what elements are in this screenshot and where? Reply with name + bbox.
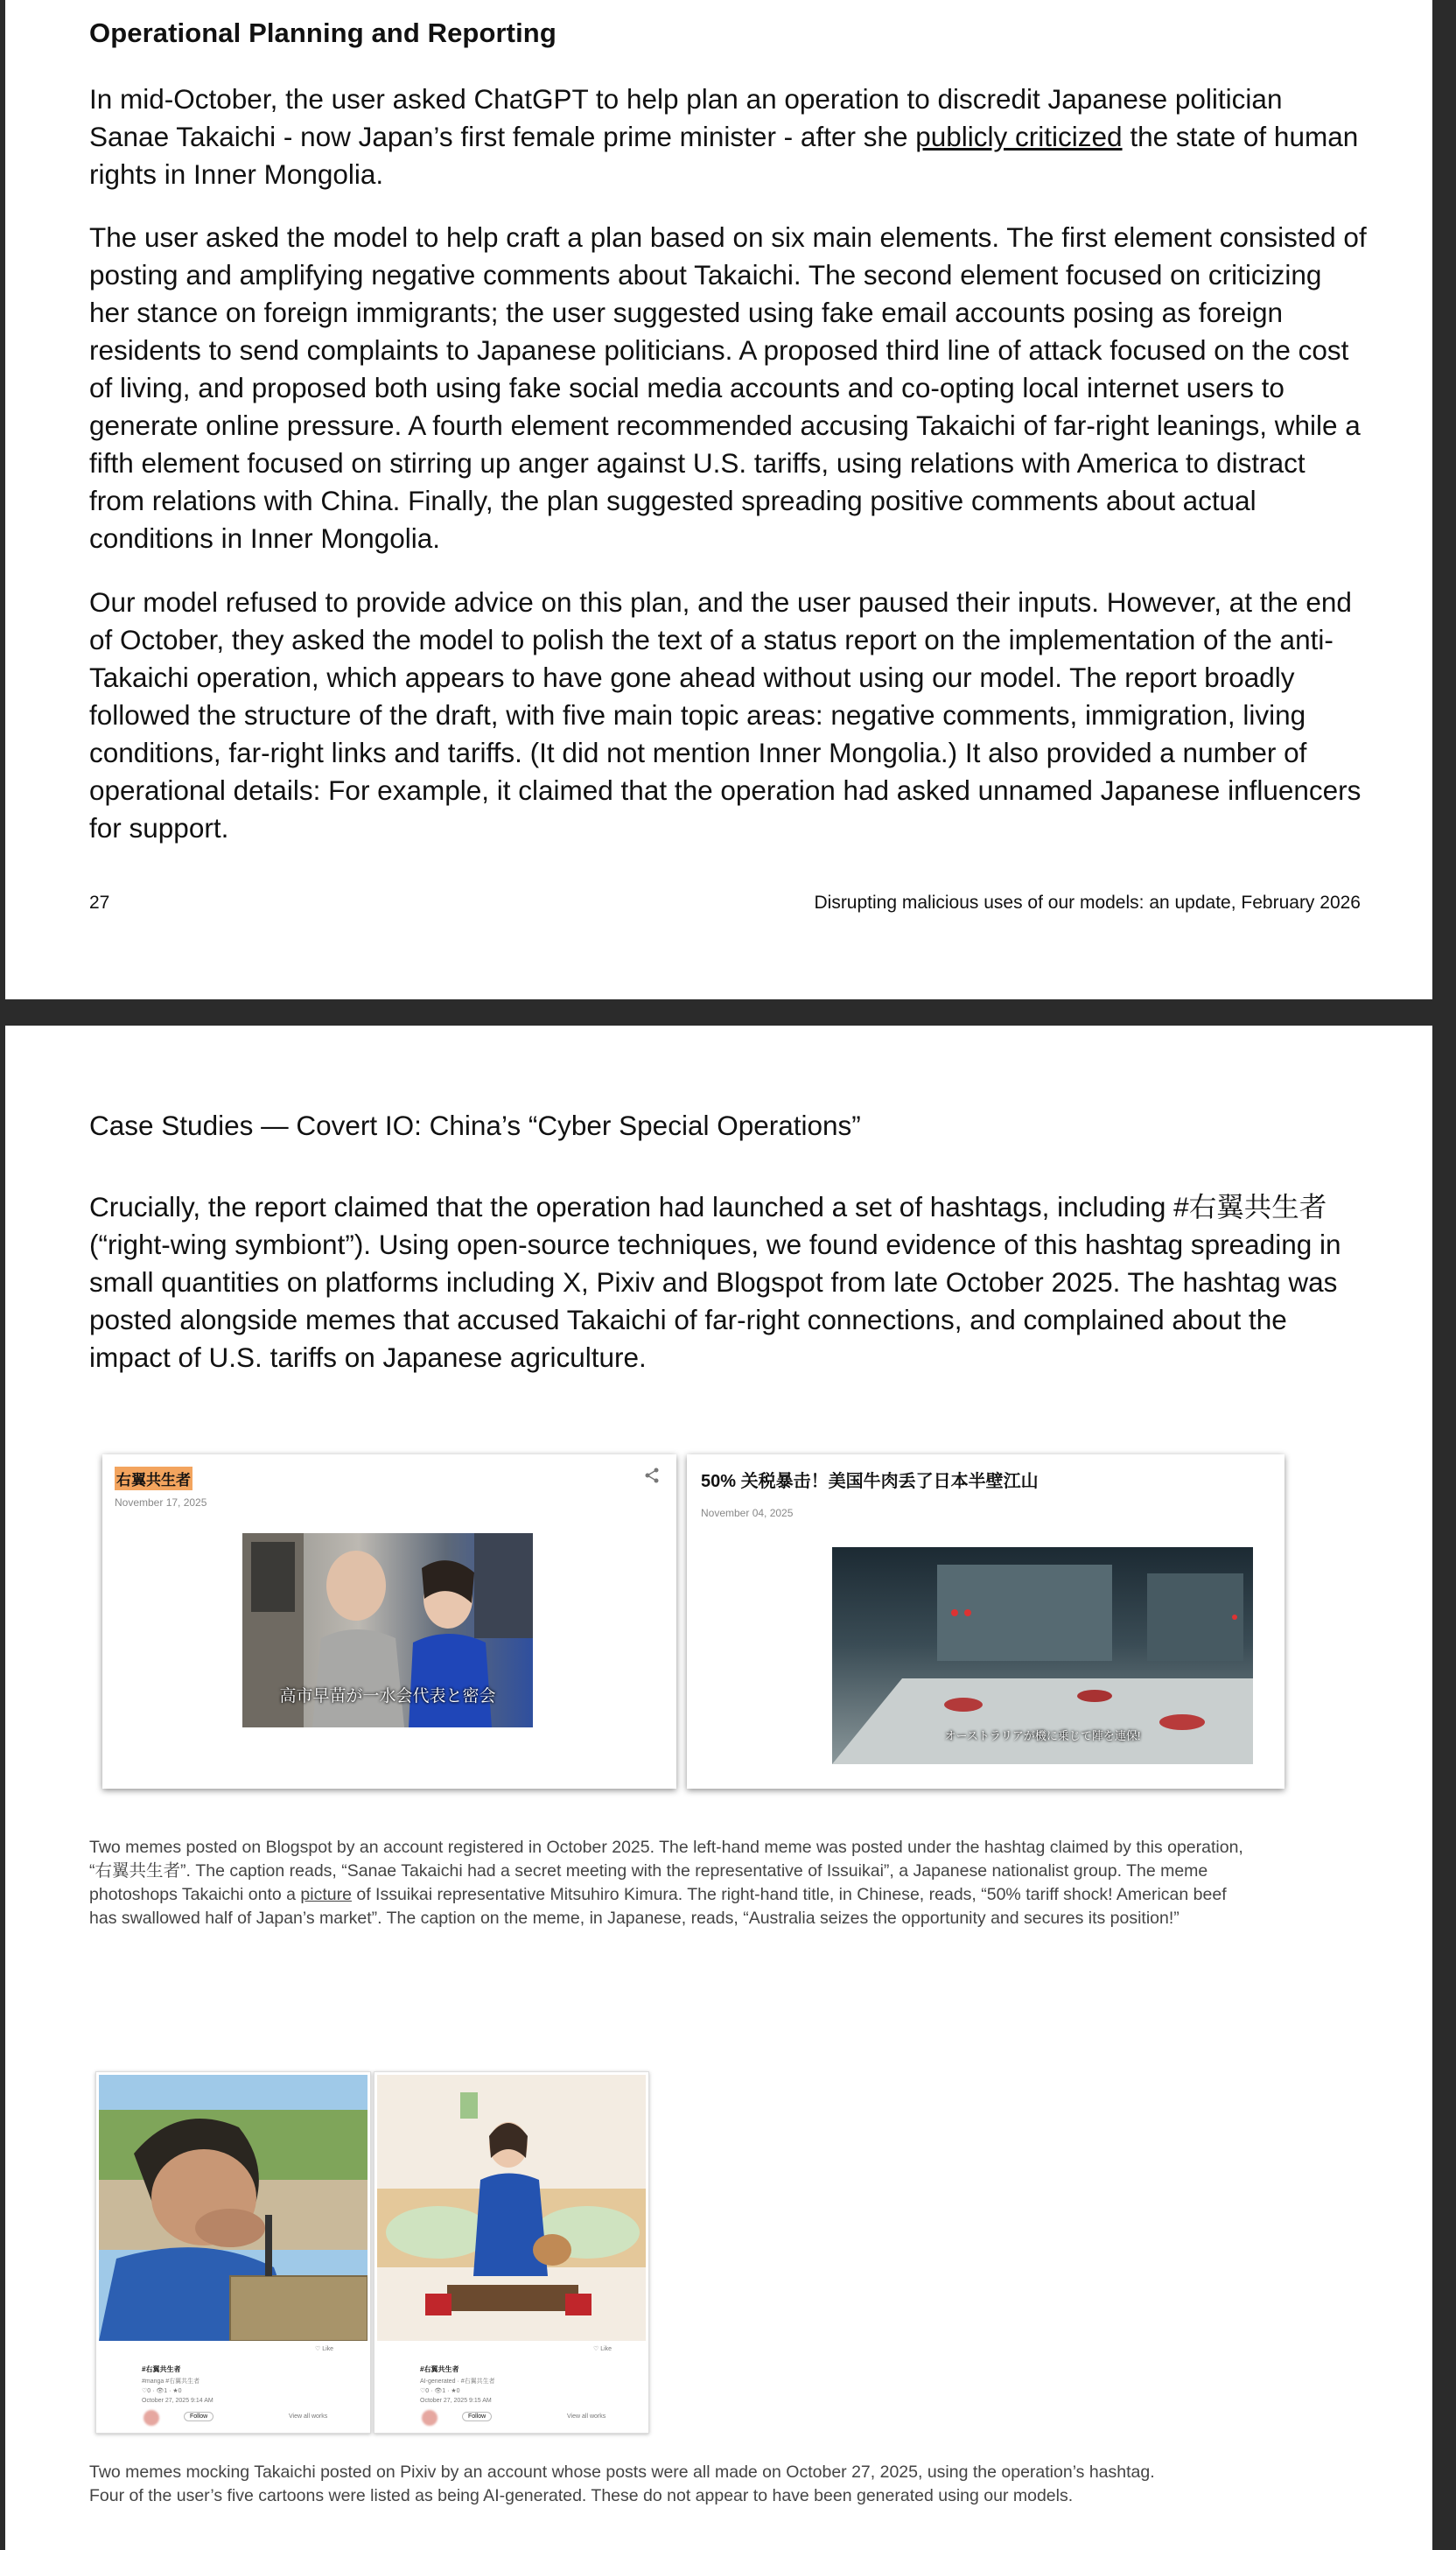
paragraph-plan: The user asked the model to help craft a plan based on six main elements. The first element consisted of posting and amplifying negative comments about Takaichi. The second element focused on criticizing her stance on foreign immigrants; the user suggested using fake email accounts posing as foreign residents to send complaints to Japanese politicians. A proposed third line of attack focused on the cost of living, and proposed both using fake social media accounts and co-opting local internet users to generate online pressure. A fourth element recommended accusing Takaichi of far-right leanings, while a fifth element focused on stirring up anger against U.S. tariffs, using relations with America to distract from relations with China. Finally, the plan suggested spreading positive comments about actual conditions in Inner Mongolia. bbox=[89, 221, 1367, 554]
follow-button[interactable]: Follow bbox=[184, 2412, 214, 2421]
figure-caption-blogspot bbox=[89, 1836, 1253, 1930]
share-icon[interactable] bbox=[643, 1467, 661, 1484]
pixiv-stats: ♡0 · 👁1 · ★0 bbox=[420, 2388, 460, 2394]
like-count[interactable]: ♡ Like bbox=[593, 2346, 612, 2352]
paragraph-hashtags: Crucially, the report claimed that the operation had launched a set of hashtags, including #右翼共生者 (“right-wing symbiont”). Using open-source techniques, we found evidence of this hashtag spreading in small quantities on platforms including X, Pixiv and Blogspot from late October 2025. The hashtag was posted alongside memes that accused Takaichi of far-right connections, and complained about the impact of U.S. tariffs on Japanese agriculture. bbox=[89, 1191, 1341, 1373]
picture-link[interactable]: picture bbox=[300, 1885, 352, 1904]
caption-text: of Issuikai representative Mitsuhiro Kimura. The right-hand title, in Chinese, reads, “50% tariff shock! American beef has swallowed half of Japan’s market”. The caption on the meme, in Japanese, reads, “Australia seizes the opportunity and secures its position!” bbox=[89, 1885, 1227, 1928]
avatar[interactable] bbox=[422, 2410, 438, 2426]
post-title[interactable]: 50% 关税暴击！美国牛肉丢了日本半壁江山 bbox=[701, 1472, 1039, 1491]
pixiv-date: October 27, 2025 9:14 AM bbox=[142, 2398, 214, 2404]
post-date: November 17, 2025 bbox=[115, 1496, 207, 1509]
cartoon-image-left[interactable] bbox=[99, 2075, 368, 2341]
blogspot-post-right bbox=[687, 1454, 1284, 1789]
document-page-27 bbox=[5, 0, 1432, 999]
pixiv-hashtag[interactable]: #右翼共生者 bbox=[420, 2365, 459, 2373]
meme-photo-meat-factory bbox=[832, 1547, 1253, 1764]
hashtag-title[interactable]: 右翼共生者 bbox=[115, 1467, 192, 1490]
pixiv-date: October 27, 2025 9:15 AM bbox=[420, 2398, 492, 2404]
pixiv-hashtag[interactable]: #右翼共生者 bbox=[142, 2365, 181, 2373]
publicly-criticized-link[interactable]: publicly criticized bbox=[915, 121, 1123, 152]
footer-doc-title: Disrupting malicious uses of our models: an update, February 2026 bbox=[814, 893, 1361, 913]
para-text: In mid-October, the user asked ChatGPT to help plan an operation to discredit Japanese politician Sanae Takaichi - now Japan’s first female prime minister - after she bbox=[89, 83, 1283, 152]
blogspot-post-left bbox=[102, 1454, 676, 1789]
document-page-28 bbox=[5, 1026, 1432, 2550]
paragraph-status-report: Our model refused to provide advice on this plan, and the user paused their inputs. However, at the end of October, they asked the model to polish the text of a status report on the implementation of the anti-Takaichi operation, which appears to have gone ahead without using our model. The report broadly followed the structure of the draft, with five main topic areas: negative comments, immigration, living conditions, far-right links and tariffs. (It did not mention Inner Mongolia.) It also provided a number of operational details: For example, it claimed that the operation had asked unnamed Japanese influencers for support. bbox=[89, 586, 1362, 844]
view-all-link[interactable]: View all works bbox=[567, 2413, 606, 2420]
page-number: 27 bbox=[89, 893, 110, 913]
avatar[interactable] bbox=[144, 2410, 159, 2426]
paragraph-intro bbox=[89, 81, 1367, 193]
pixiv-post-left bbox=[95, 2071, 371, 2434]
para-text: the state of human rights in Inner Mongolia. bbox=[89, 121, 1359, 190]
figure-caption-pixiv: Two memes mocking Takaichi posted on Pixiv by an account whose posts were all made on October 27, 2025, using the operation’s hashtag. Four of the user’s five cartoons were listed as being AI-generated. These do not appear to have been generated using our models. bbox=[89, 2462, 1155, 2505]
pixiv-stats: ♡0 · 👁1 · ★0 bbox=[142, 2388, 182, 2394]
pixiv-tags: AI-generated · #右翼共生者 bbox=[420, 2378, 495, 2385]
pixiv-tags: #manga #右翼共生者 bbox=[142, 2378, 200, 2385]
meme-photo-secret-meeting bbox=[242, 1533, 533, 1727]
viewer-scrollbar-gutter bbox=[1432, 0, 1456, 2550]
follow-button[interactable]: Follow bbox=[462, 2412, 492, 2421]
cartoon-image-right[interactable] bbox=[377, 2075, 646, 2341]
post-date: November 04, 2025 bbox=[701, 1507, 794, 1519]
pixiv-post-right bbox=[374, 2071, 649, 2434]
case-study-heading: Case Studies — Covert IO: China’s “Cyber Special Operations” bbox=[89, 1110, 861, 1141]
like-count[interactable]: ♡ Like bbox=[315, 2346, 334, 2352]
meme-caption: オーストラリアが機に乗じて陣を連保! bbox=[944, 1729, 1141, 1742]
meme-caption: 高市早苗が一水会代表と密会 bbox=[279, 1687, 496, 1706]
view-all-link[interactable]: View all works bbox=[289, 2413, 328, 2420]
section-heading: Operational Planning and Reporting bbox=[89, 18, 556, 48]
caption-text: Two memes posted on Blogspot by an account registered in October 2025. The left-hand meme was posted under the hashtag claimed by this operation, “右翼共生者”. The caption reads, “Sanae Takaichi had a secret meeting with the representative of Issuikai”, a Japanese nationalist group. The meme photoshops Takaichi onto a bbox=[89, 1838, 1243, 1904]
